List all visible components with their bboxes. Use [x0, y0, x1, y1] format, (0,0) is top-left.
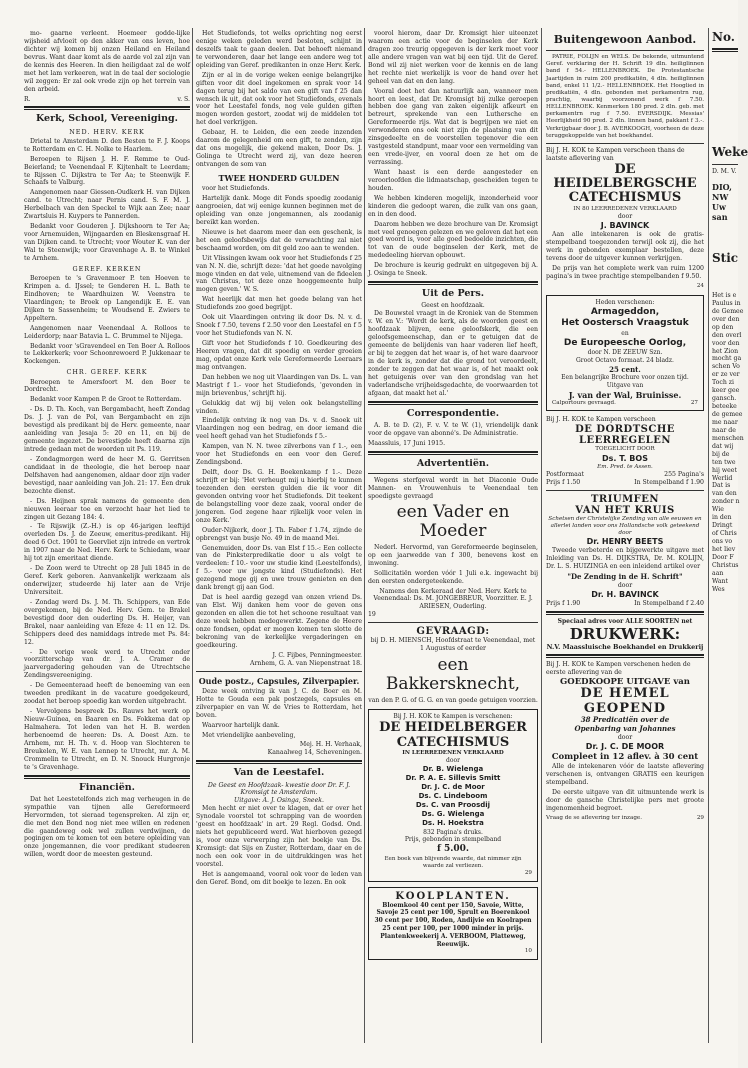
col5-line: dat wij	[712, 442, 734, 450]
col5-line: Wes	[712, 585, 725, 593]
col5-line: beteeke	[712, 403, 737, 411]
column-divider	[364, 28, 365, 1043]
section-divider	[24, 775, 190, 779]
col5-line: Paulus in	[712, 299, 741, 307]
column-2: Het Studiefonds, tot welks oprichting nog eerst eenige weken geleden werd besloten, schijnt in deszelfs taak te gaan deelen. Dat behoeft niemand te verwonderen, daar het lange een andere weg tot opleiding van Geref. predikanten in onze Herv. Kerk. Zijn er al in de vorige weken eenige belangrijke giften voor dit doel ingekomen en sprak voor 14 dagen terug bij het saldo van een gift van f 25 dan wensch ik uit, dat ook voor het Studiefonds, evenals voor het Leestafel fonds, nog vele gulden giften mogen worden gestort, zoodat wij de middelen tot het doel verkrijgen. Gebaar, H. te Leiden, die een zeede inzenden daarom de gelegenheid om een gift, te zenden, zijn dat ons mogelijk, die gekend maken, Door Ds. J. Golinga te Utrecht werd zij, van deze heeren ontvangen de som van TWEE HONDERD GULDEN voor het Studiefonds. Hartelijk dank. Moge dit Fonds spoedig zoodanig aangroeien, dat wij eenige kunnen beginnen met de opleiding van onze jongemannen, als zoodanig bereikt kan worden. Nieuwe is het daarom meer dan een geschenk, is het een geloofsbewijs dat de verwachting zal niet beschaamd worden, om dit geld zoo aan te wenden. Uit Vlissingen kwam ook voor het Studiefonds f 25 van N. N. die, schrijft deze: 'dat het goede navolging moge vinden en dat vele, uitnemend van de fideelen van Christus, tot deze onze hooggemeente hulp mogen geven.' W. S. Wat heerlijk dat men het goede belang van het Studiefonds zoo goed begrijpt. Ook uit Vlaardingen ontving ik door Ds. N. v. d. Snoek f 7.50, tevens f 2.50 voor den Leestafel en f 5 voor het Studiefonds van N. N. Gift voor het Studiefonds f 10. Goedkeuring des Heeren vragen, dat dit spoedig en verder groeien mag, opdat onze Kerk vele Gereformeerde Leeraars mag ontvangen. Dan hebben we nog uit Vlaardingen van Ds. L. van Mastrigt f 1.- voor het Studiefonds, 'gevonden in mijn brievenbus,' schrijft hij. Gelukkig dat wij bij velen ook belangstelling vinden. Eindelijk ontving ik nog van Ds. v. d. Snoek uit Vlaardingen nog een bedrag, en door iemand die veel heeft gehad van het Studiefonds f 5.- Kampen, van N. N. twee zilverbons van f 1.-, een voor het Studiefonds en een voor den Geref. Zendingsbond. Delft, door Ds. G. H. Boekenkamp f 1.-. Deze schrijft er bij: 'Het verheugt mij u hierbij te kunnen toezenden den eersten gulden die ik voor dit gevonden ontving voor het Studiefonds. Dit teekent de belangstelling voor deze zaak, vooral onder de jongeren. God zegene haar rijkelijk voor velen in onze Kerk.' Ouder-Nijkerk, door J. Th. Faber f 1.74, zijnde de opbrengst van busje No. 49 in de maand Mei. Genemuiden, door Ds. van Elst f 15.-: Een collecte van de Pinksterpredikatie door u als volgt te verdeelen: f 10.- voor uw studie kind (Leestelfonds), f 5.- voor uw jongste kind (Studiefonds). Het gezegend moge gij en uwe trouw genieten en den dank brengt gij aan God. Dat is heel aardig gezegd van onzen vriend Ds. van Elst. Wij danken hem voor de geven ons gezonden en allen die tot het schoone resultaat van deze week hebben medegewerkt. Zegene de Heere onze fondsen, opdat er mogen komen ten slotte de bekroning van de kerkelijke vergaderingen en goedkeuring. J. C. Fijbes, Penningmeester. Arnhem, G. A. van Niepenstraat 18. Oude postz., Capsules, Zilverpapier. Deze week ontving ik van J. C. de Boer en M. Hotte te Gouda een pak postzegels, capsules en zilverpapier en van W. de Vries te Rotterdam, het boven. Waarvoor hartelijk dank. Met vriendelijke aanbeveling, Mej. H. H. Verhaak, Kanaalweg 14, Scheveningen. Van de Leestafel. De Geest en Hoofdzaak- kwestie door Dr. F. J. Kromsigt te Amsterdam. Uitgave: A. J. Osinga, Sneek. Men hecht er niet over te klagen, dat er over het Synodale voorstel tot schrapping van de woorden 'geest en hoofdzaak' in art. 29 Regl. Godsd. Ond. niets het gepubliceerd werd. Wat hierboven gezegd is, voor onze verwerping zijn het boekje van Ds. Kromsigt: dat Sijs en Zuster, Rotterdam, daar en de noch een ook voor in de uitdrukkingen was het voorstel. Het is aangemaand, vooral ook voor de leden van den Geref. Bond, om dit boekje te lezen. En ook	[196, 30, 362, 886]
col5-line: Christus	[712, 561, 739, 569]
signature-address: Arnhem, G. A. van Niepenstraat 18.	[249, 659, 362, 667]
subhead-geref: GEREF. KERKEN	[72, 264, 142, 273]
subhead-ned-herv: NED. HERV. KERK	[69, 127, 145, 136]
col5-line: naar de	[712, 426, 736, 434]
ad-bakkersknecht: GEVRAAGD: bij D. H. MIENSCH, Hoofdstraat te Veenendaal, met 1 Augustus of eerder een Bakkersknecht, van den P. G. of G. G. en van goede getuigen voorzien.	[368, 626, 538, 704]
intro-paragraph: mo- gaarne verleent. Hoemeer godde-lijke wijsheid afvloeit op den akker van ons leven, hoe dichter wij komen bij onzen Heiland en Heiland bevrus. Want daar komt als de aarde vol zal zijn van de kennis des Heeren. In dien heiligdaat zal de wolf met het lam verkeeren, wat in de taal der sociologie wil zeggen: Er zal ook vrede zijn op het terrein van den arbeid.	[24, 30, 190, 93]
col5-line: aan	[712, 569, 724, 577]
section-title-advertentien: Advertentiën.	[416, 457, 490, 469]
ad-buitengewoon-title: Buitengewoon Aanbod.	[553, 33, 697, 46]
column-divider	[192, 28, 193, 1043]
section-divider	[368, 451, 538, 455]
column-divider	[708, 28, 709, 1043]
section-title-kerk: Kerk, School, Vereeniging.	[35, 113, 178, 125]
col5-line: er ze ver	[712, 371, 740, 379]
ad-bakkersknecht-headline: een Bakkersknecht,	[385, 655, 521, 694]
section-title-uit-de-pers: Uit de Pers.	[421, 288, 485, 300]
dateline: Maassluis, 17 Juni 1915.	[368, 439, 446, 447]
ad-drukwerk: Speciaal adres voor ALLE SOORTEN net DRUKWERK: N.V. Maassluische Boekhandel en Drukkerij	[546, 618, 704, 651]
col5-line: zonder n	[712, 498, 740, 506]
col5-text-lines	[712, 291, 744, 594]
headline-oude-postz: Oude postz., Capsules, Zilverpapier.	[198, 675, 360, 686]
col5-line: mocht ga	[712, 355, 742, 363]
subhead-geest: Geest en hoofdzaak.	[421, 302, 485, 310]
col5-line: ten twe	[712, 458, 736, 466]
col5-line: over den	[712, 315, 740, 323]
col5-line: hij weet	[712, 466, 737, 474]
subhead-chr-geref: CHR. GEREF. KERK	[66, 368, 148, 377]
column-1: mo- gaarne verleent. Hoemeer godde-lijke wijsheid afvloeit op den akker van ons leven, hoe dichter wij komen bij onzen Heiland en Heiland bevrus. Want daar komt als de aarde vol zal zijn van de kennis des Heeren. In dien heiligdaat zal de wolf met het lam verkeeren, wat in de taal der sociologie wil zeggen: Er zal ook vrede zijn op het terrein van den arbeid. R. v. S. Kerk, School, Vereeniging. NED. HERV. KERK Drietal te Amsterdam D. den Besten te F. J. Koops te Rotterdam en C. H. Nolke te Haarlem. Beroepen te Rijsen J. H. F. Remme te Oud-Beierland; te Veenendaal F. Kijtenhalt te Leerdam; te Rijssen C. Dijkstra te Ter Aa; te Steenwijk F. Schaafs te Valburg. Aangenomen naar Giessen-Oudkerk H. van Dijken cand. te Utrecht; naar Pernis cand. S. F. M. J. Herbelbach van den Speckel te Wijk aan Zee; naar Zwartsluis H. Kuypers te Pannerden. Bedankt voor Gouderen J. Dijkshoorn te Ter Aa; voor Arnemuiden, Wijngaarden en Bleskensgraaf H. van Dijken cand. te Utrecht; voor Wouter K. van der Wal te Steenwijk; voor Gravenhage A. B. te Winkel te Arnhem. GEREF. KERKEN Beroepen te 's Gravenmoer P. ten Hoeven te Krimpen a. d. IJssel; te Genderen H. L. Bath te Eindhoven; te Waardhuizen W. Veenstra te Vlaardingen; te Broek op Langendijk E. E. van Dijken te Sassenheim; te Woudsend E. Zwiers te Appeltern. Aangenomen naar Veenendaal A. Rolloos te Leiderdorp; naar Batavia L. C. Brummel te Nijega. Bedankt voor 'sGravendeel en Ten Boer A. Rolloos te Lekkerkerk; voor Schoonrewoerd P. Jukkenaar te Kockengen. CHR. GEREF. KERK Beroepen te Amersfoort M. den Boer te Dordrecht. Bedankt voor Kampen P. de Groot te Rotterdam. - Ds. D. Th. Koch, van Bergambacht, heeft Zondag Ds. J. J. van de Pol, van Bergambacht en zijn bevestigd als predikant bij de Herv. gemeente, naar aanleiding van Jesaja 5: 20 en 11, en bij de gemeente ingezet. De bevestigde heeft daarna zijn intrede gedaan met de woorden uit Ps. 119. - Zondagmorgen werd de heer M. G. Gerritsen candidaat in de theologie, die het beroep naar Delfshaven had aangenomen, aldaar door zijn vader bevestigd, naar aanleiding van Joh. 21: 17. Een druk bezochte dienst. - Ds. Heijnen sprak namens de gemeente den nieuwen leeraar toe en verzocht haar het lied te zingen uit Gezang 184: 4. - Te Rijswijk (Z.-H.) is op 46-jarigen leeftijd overleden Ds. J. de Zeeuw, emeritus-predikant. Hij deed 6 Oct. 1901 te Geervliet zijn intrede en vertrok in 1907 naar de Ned. Herv. Kerk te Schiedam, waar hij tot zijn emeritaat diende. - De Zoon werd te Utrecht op 28 Juli 1845 in de Geref. Kerk geboren. Aanvankelijk werkzaam als onderwijzer, studeerde hij later aan de Vrije Universiteit. - Zondag werd Ds. J. M. Th. Schippers, van Ede overgekomen, bij de Ned. Herv. Gem. te Brakel bevestigd door den ouderling Ds. H. Heijer, van Brakel, naar aanleiding van Efeze 4: 11 en 12. Ds. Schippers deed des namiddags intrede met Ps. 84: 12. - De vorige week werd te Utrecht onder voorzitterschap van dr. J. A. Cramer de jaarvergadering gehouden van de Utrechtsche Zendingsvereeniging. - De Gemeenteraad heeft de benoeming van een tweeden predikant in de vacature goedgekeurd, zoodat het beroep spoedig kan worden uitgebracht. - Vervolgens bespreek Ds. Rauws het werk op Nieuw-Guinea, en Baaren en Ds. Fokkema dat op Halmahera. Tot leden van het H. B. werden herbenoemd de heeren: Ds. A. Doest Azn. te Arnhem, mr. H. Th. v. d. Hoop van Slochteren te Breukelen, W. E. van Lennep te Utrecht, mr. A. M. Crommelin te Utrecht, en D. N. Snouck Hurgronje te 's Gravenhage. Financiën. Dat het Leestetelfonds zich mag verheugen in de sympathie van tijnen alle Gereformeerd Hervormden, tot sieraad tegenspreken. Al zijn er, die met den Bond nog niet mee willen en redenen die gaandeweg ook wel zullen verdwijnen, de pogingen om te komen tot een betere opleiding van onze jongemannen, die voor predikant studeeren willen, wordt door de meesten gesteund.	[24, 30, 190, 859]
col5-line: Dringt	[712, 522, 733, 530]
section-divider	[368, 281, 538, 285]
ad-triumfen: TRIUMFEN VAN HET KRUIS Schetsen der Christelijke Zending van alle eeuwen en allerlei landen voor ons Hollandsche volk geteekend door Dr. HENRY BEETS Tweede verbeterde en bijgewerkte uitgave met Inleiding van Ds. H. DIJKSTRA, Dr. M. KOLIJN, Dr. L. S. HUIZINGA en een inleidend artikel over "De Zending in de H. Schrift" door Dr. H. BAVINCK Prijs f 1.90 In Stempelband f 2.40	[546, 493, 704, 608]
ad-armageddon: Heden verschenen: Armageddon, Het Oostersch Vraagstuk en De Europeesche Oorlog, door N. DE ZEEUW Szn. Groot Octavo formaat. 24 bladz. 25 cent. Een belangrijke Brochure voor onzen tijd. Uitgave van J. van der Wal, Bruinisse. Calportours gevraagd. 27	[546, 295, 704, 412]
section-divider	[368, 401, 538, 405]
section-title-financien: Financiën.	[79, 781, 135, 793]
col5-line: bij de	[712, 450, 730, 458]
col5-line: gansch.	[712, 395, 737, 403]
page-number-label: No.	[712, 30, 735, 44]
col5-line: me naar	[712, 418, 738, 426]
col5-line: op den	[712, 323, 734, 331]
ad-vader-moeder-headline: een Vader en Moeder	[396, 502, 510, 542]
col5-line: het Zion	[712, 347, 739, 355]
col5-line: menschen	[712, 434, 744, 442]
col5-line: Toch zi	[712, 379, 735, 387]
col5-line: Wie	[712, 506, 724, 514]
intro-signature: R. v. S.	[24, 95, 190, 103]
column-3: voorol hierom, daar Dr. Kromsigt hier uiteenzet waarom een actie voor de beginselen der Kerk dragen zoo treurig opgegeven is der kerk moet voor alle andere vragen van wat bij een tijd. Uit de Geref. Bond wil zij niet werken voor de kennis en de lang het rechte niet werkelijk is voor de hand over het geheel van dat en den lang. Vooral doet het dan natuurlijk aan, wanneer men hoort en leest, dat Dr. Kromsigt bij zulke geroepen hebben doe gang van zaken eigenlijk afkeurt en betreurt, sprekende van een Luthersche en Gereformeerde rijs. Wat dat is begrijpen we niet en verwonderen ons ook niet zijn de plaatsing van dit zinsgedeelte en de voorstellen tegenover die een vastgesteld standpunt, maar voor een vermelding van een vrede-ijver, en vooral doen ze het om de verrassing. Want haast is een derde aangesteder en veroorloofden die lidmaatschap, gescheiden tegen te houden. We hebben kinderen mogelijk, inzonderheid voor kinderen die gedoopt waren, die zulk van ons gaan, en in den dood. Daarom hebben we deze brochure van Dr. Kromsigt met veel genoegen gelezen en we geloven dat het een goed woord is, voor alle goed bedoelde inzichten, die tot van de oude beginselen der Kerk, met de mededeeling hiervan opbouwt. De brochure is keurig gedrukt en uitgegeven bij A. J. Osinga te Sneek. Uit de Pers. Geest en hoofdzaak. De Bouwstel vraagt in de Kroniek van de Stemmen v. W. en V.: 'Wordt de kerk, als de woorden geest en hoofdzaak blijven, eene geloofskerk, die een geloofsgemeenschap, dan er te getuigen dat de gemeente de belijdenis van haar vaderen lief heeft, er bij te zeggen dat het waar is, of het ware daarvoor in de kerk is, zonder dat die grond tot veroordeelt, zonder te zeggen dat het waar is, of het maakt ook het getuigenis over van den grondslag van het vaderlandsche vrijheidsgedachte, de voorwaarden tot afgaan, dat maakt het al.' Correspondentie. A. B. te D. (2), F. v. V. te W. (1), vriendelijk dank voor de opgave van abonné's. De Administratie. Maassluis, 17 Juni 1915. Advertentiën. Wegens sterfgeval wordt in het Diaconie Oude Mannen- en Vrouwenhuis te Veenendaal ten spoedigste gevraagd een Vader en Moeder Nederl. Hervormd, van Gereformeerde beginselen, op een jaarwedde van f 300, benevens kost en inwoning. Sollicitatiën worden vóór 1 Juli e.k. ingewacht bij den eersten ondergeteekende. Namens den Kerkeraad der Ned. Herv. Kerk te Veenendaal: Ds. M. JONGEBREUR, Voorzitter. E. J. ARIESEN, Ouderling. 19 GEVRAAGD: bij D. H. MIENSCH, Hoofdstraat te Veenendaal, met 1 Augustus of eerder een Bakkersknecht, van den P. G. of G. G. en van goede getuigen voorzien. Bij J. H. KOK te Kampen is verschenen: DE HEIDELBERGER CATECHISMUS IN LEERREDENEN VERKLAARD door Dr. B. Wielenga Dr. P. A. E. Sillevis Smitt Dr. J. C. de Moor Ds. C. Lindeboom Ds. C. van Proosdij Ds. G. Wielenga Ds. H. Hoekstra 832 Pagina's druks. Prijs, gebonden in stempelband f 5.00. Een boek van blijvende waarde, dat nimmer zijn waarde zal verliezen. 29 KOOLPLANTEN. Bloemkool 40 cent per 150, Savoie, Witte, Savoje 25 cent per 100, Sprult en Boerenkool 30 cent per 100, Roden, Andijvie en Koolrapen 25 cent per 100, per 1000 minder in prijs. Plantenkweekerij A. VERBOOM, Platteweg, Reeuwijk. 10	[368, 30, 538, 1040]
col5-line: Door F	[712, 553, 734, 561]
headline-twee-honderd: TWEE HONDERD GULDEN	[218, 172, 340, 183]
column-divider	[541, 28, 542, 1043]
col5-line: Dat is	[712, 482, 731, 490]
col5-line: of Chris	[712, 530, 737, 538]
section-divider	[196, 671, 362, 672]
col5-line: keer gee	[712, 387, 740, 395]
ad-vader-moeder: Wegens sterfgeval wordt in het Diaconie Oude Mannen- en Vrouwenhuis te Veenendaal ten spoedigste gevraagd een Vader en Moeder Nederl. Hervormd, van Gereformeerde beginselen, op een jaarwedde van f 300, benevens kost en inwoning. Sollicitatiën worden vóór 1 Juli e.k. ingewacht bij den eersten ondergeteekende. Namens den Kerkeraad der Ned. Herv. Kerk te Veenendaal: Ds. M. JONGEBREUR, Voorzitter. E. J. ARIESEN, Ouderling. 19	[368, 476, 538, 619]
col5-line: Het is e	[712, 291, 737, 299]
ad-hemel-geopend: Bij J. H. KOK te Kampen verschenen heden de eerste aflevering van de GOEDKOOPE UITGAVE van DE HEMEL GEOPEND 38 Predicatiën over de Openbaring van Johannes door Dr. J. C. DE MOOR Compleet in 12 aflev. à 30 cent Alle de intekenaren vóór de laatste aflevering verschenen is, ontvangen GRATIS een keurigen stempelband. De eerste uitgave van dit uitmuntende werk is door de gansche Christelijke pers met groote ingenomenheid begroet. Vraag de se aflevering ter inzage. 29	[546, 660, 704, 821]
ad-heidelberger-catechismus: Bij J. H. KOK te Kampen is verschenen: DE HEIDELBERGER CATECHISMUS IN LEERREDENEN VERKLAARD door Dr. B. Wielenga Dr. P. A. E. Sillevis Smitt Dr. J. C. de Moor Ds. C. Lindeboom Ds. C. van Proosdij Ds. G. Wielenga Ds. H. Hoekstra 832 Pagina's druks. Prijs, gebonden in stempelband f 5.00. Een boek van blijvende waarde, dat nimmer zijn waarde zal verliezen. 29	[368, 709, 538, 881]
col5-line: in den	[712, 514, 732, 522]
col5-line: het liev	[712, 545, 736, 553]
col5-line: ons vo	[712, 538, 733, 546]
ad-koolplanten: KOOLPLANTEN. Bloemkool 40 cent per 150, Savoie, Witte, Savoje 25 cent per 100, Sprult en Boerenkool 30 cent per 100, Roden, Andijvie en Koolrapen 25 cent per 100, per 1000 minder in prijs. Plantenkweekerij A. VERBOOM, Platteweg, Reeuwijk. 10	[368, 887, 538, 960]
section-title-correspondentie: Correspondentie.	[406, 407, 500, 419]
ad-dordtsche-leerregelen: Bij J. H. KOK te Kampen verscheen DE DORDTSCHE LEERREGELEN TOEGELICHT DOOR Ds. T. BOS Em. Pred. te Assen. Postformaat 255 Pagina's Prijs f 1.50 In Stempelband f 1.90	[546, 416, 704, 486]
ad-heidelbergsche-catechismus: Bij J. H. KOK te Kampen verscheen thans de laatste aflevering van DE HEIDELBERGSCHE CATECHISMUS IN 80 LEERREDENEN VERKLAARD door J. BAVINCK Aan alle intekenaren is ook de gratis-stempelband toegezonden terwijl ook zij, die het werk in gebonden exemplaar bestellen, deze tevens door de uitgever kunnen verkrijgen. De prijs van het complete werk van ruim 1200 pagina's in twee prachtige stempelbanden f 9.50. 24	[546, 146, 704, 289]
col5-line: den overl	[712, 331, 742, 339]
signature-penningmeester: J. C. Fijbes, Penningmeester.	[272, 651, 362, 659]
column-4: Buitengewoon Aanbod. PATRIE, FOLIJN en WELS. De bekende, uitmuntend Geref. verklaring der H. Schrift 19 dln. heiliglinnen band f 54.- HELLENBROEK. De Protestantsche Jaartijden in ruim 200 predikatiën, 4 dln. heiliglinnen band, enkel 11 1/2.- HELLENBROEK. Het Hooglied in predikatiën, 4 dln. gebonden met perkamentrn rug, prachtig, waarbij voorzonend werk f 7.50. HELLENBROEK. Kenmerken 180 pred. 2 dln. geb. met perkamentrn rug f 7.50. EVERSDIJK. Messias' Heerlijkheid 90 pred. 2 dln. linnen band, pakkant f 3.-. Verkrijgbaar door J. B. AVERKOOGH, voorheen de deze teruggekoppelde van het boekhandel. Bij J. H. KOK te Kampen verscheen thans de laatste aflevering van DE HEIDELBERGSCHE CATECHISMUS IN 80 LEERREDENEN VERKLAARD door J. BAVINCK Aan alle intekenaren is ook de gratis-stempelband toegezonden terwijl ook zij, die het werk in gebonden exemplaar bestellen, deze tevens door de uitgever kunnen verkrijgen. De prijs van het complete werk van ruim 1200 pagina's in twee prachtige stempelbanden f 9.50. 24 Heden verschenen: Armageddon, Het Oostersch Vraagstuk en De Europeesche Oorlog, door N. DE ZEEUW Szn. Groot Octavo formaat. 24 bladz. 25 cent. Een belangrijke Brochure voor onzen tijd. Uitgave van J. van der Wal, Bruinisse. Calportours gevraagd. 27 Bij J. H. KOK te Kampen verscheen DE DORDTSCHE LEERREGELEN TOEGELICHT DOOR Ds. T. BOS Em. Pred. te Assen. Postformaat 255 Pagina's Prijs f 1.50 In Stempelband f 1.90 TRIUMFEN VAN HET KRUIS Schetsen der Christelijke Zending van alle eeuwen en allerlei landen voor ons Hollandsche volk geteekend door Dr. HENRY BEETS Tweede verbeterde en bijgewerkte uitgave met Inleiding van Ds. H. DIJKSTRA, Dr. M. KOLIJN, Dr. L. S. HUIZINGA en een inleidend artikel over "De Zending in de H. Schrift" door Dr. H. BAVINCK Prijs f 1.90 In Stempelband f 2.40 Speciaal adres voor ALLE SOORTEN net DRUKWERK: N.V. Maassluische Boekhandel en Drukkerij Bij J. H. KOK te Kampen verschenen heden de eerste aflevering van de GOEDKOOPE UITGAVE van DE HEMEL GEOPEND 38 Predicatiën over de Openbaring van Johannes door Dr. J. C. DE MOOR Compleet in 12 aflev. à 30 cent Alle de intekenaren vóór de laatste aflevering verschenen is, ontvangen GRATIS een keurigen stempelband. De eerste uitgave van dit uitmuntende werk is door de gansche Christelijke pers met groote ingenomenheid begroet. Vraag de se aflevering ter inzage. 29	[546, 33, 704, 821]
col5-line: Want	[712, 577, 728, 585]
section-title-leestafel: Van de Leestafel.	[233, 767, 325, 779]
col5-line: voor den	[712, 339, 740, 347]
section-divider	[24, 106, 190, 110]
col5-line: van den	[712, 490, 737, 498]
col5-line: schen Vo	[712, 363, 740, 371]
column-5-partial: No. Weke D. M. V. DIO, NW Uw san Stic Het is e Paulus in de Gemee over den op den den overl voor den het Zion mocht ga schen Vo er ze ver Toch zi keer gee gansch. beteeke de gemee me naar naar de menschen dat wij bij de ten twe hij weet Werlid Dat is van den zonder n Wie in den Dringt of Chris ons vo het liev Door F Christus aan Want Wes	[712, 30, 748, 593]
col5-line: de Gemee	[712, 307, 744, 315]
col5-line: Werlid	[712, 474, 733, 482]
col5-line: de gemee	[712, 411, 743, 419]
section-divider	[196, 760, 362, 764]
